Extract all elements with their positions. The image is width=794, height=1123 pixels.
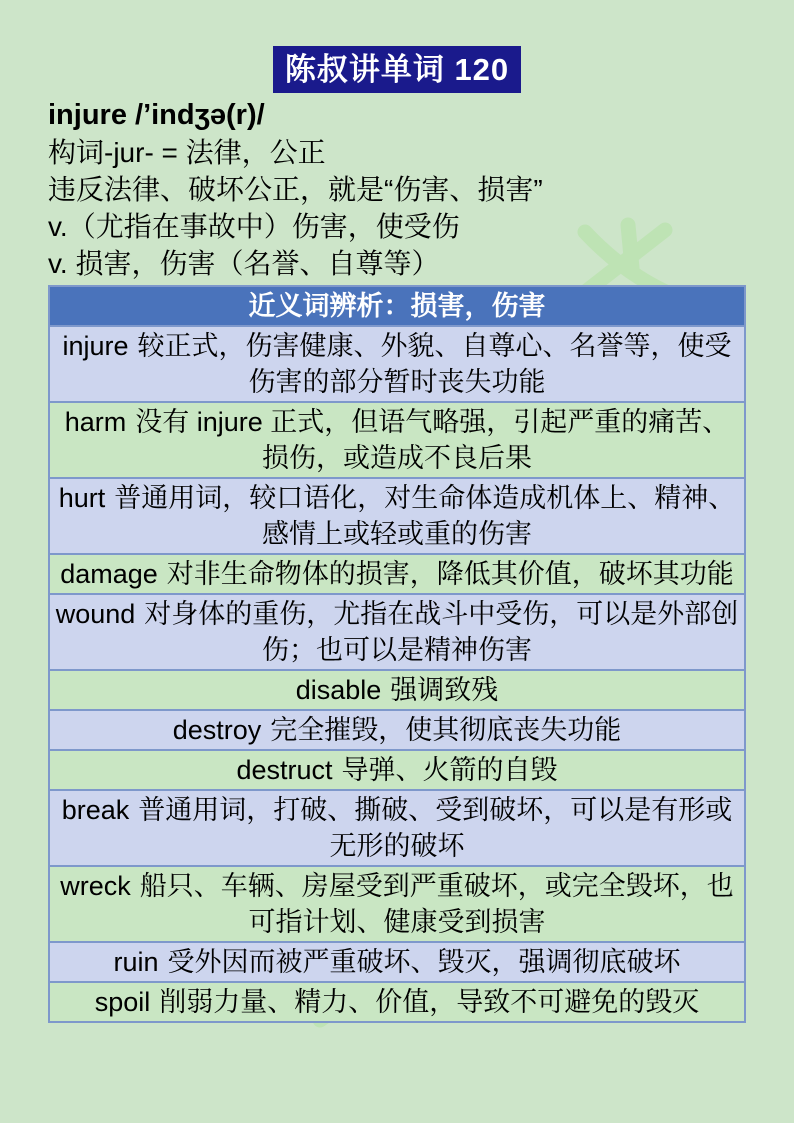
synonym-meaning: 对非生命物体的损害，降低其价值，破坏其功能 [166, 559, 734, 589]
etymology-line: 构词-jur- = 法律，公正 [48, 137, 326, 168]
table-header: 近义词辨析：损害，伤害 [49, 286, 745, 326]
synonym-word: hurt [58, 483, 106, 513]
synonym-meaning: 较正式，伤害健康、外貌、自尊心、名誉等，使受伤害的部分暂时丧失功能 [137, 331, 732, 397]
synonym-word: destroy [172, 715, 262, 745]
definition-line-1: v.（尤指在事故中）伤害，使受伤 [48, 211, 460, 242]
content-area [48, 96, 746, 1023]
synonym-meaning: 削弱力量、精力、价值，导致不可避免的毁灭 [159, 987, 700, 1017]
table-row [49, 790, 745, 866]
table-row [49, 554, 745, 594]
synonym-meaning: 受外因而被严重破坏、毁灭，强调彻底破坏 [167, 947, 681, 977]
synonym-meaning: 对身体的重伤，尤指在战斗中受伤，可以是外部创伤；也可以是精神伤害 [144, 599, 739, 665]
table-row [49, 750, 745, 790]
synonym-word: ruin [113, 947, 159, 977]
synonym-word: destruct [236, 755, 333, 785]
synonym-meaning: 导弹、火箭的自毁 [341, 755, 558, 785]
synonym-meaning: 普通用词，较口语化，对生命体造成机体上、精神、感情上或轻或重的伤害 [114, 483, 736, 549]
synonym-meaning: 强调致残 [390, 675, 499, 705]
synonym-word: break [61, 795, 130, 825]
synonym-word: wreck [60, 871, 131, 901]
synonym-meaning: 船只、车辆、房屋受到严重破坏，或完全毁坏，也可指计划、健康受到损害 [139, 871, 734, 937]
synonym-word: damage [60, 559, 158, 589]
table-row [49, 478, 745, 554]
synonym-meaning: 普通用词，打破、撕破、受到破坏，可以是有形或无形的破坏 [138, 795, 733, 861]
table-row [49, 402, 745, 478]
synonym-table [48, 285, 746, 1023]
table-header-row [49, 286, 745, 326]
synonym-word: disable [295, 675, 382, 705]
synonym-meaning: 没有 injure 正式，但语气略强，引起严重的痛苦、损伤，或造成不良后果 [135, 407, 730, 473]
definition-line-2: v. 损害，伤害（名誉、自尊等） [48, 248, 440, 279]
table-row [49, 866, 745, 942]
table-row [49, 982, 745, 1022]
headword-pronunciation: injure /’indʒə(r)/ [48, 99, 265, 131]
synonym-meaning: 完全摧毁，使其彻底丧失功能 [270, 715, 622, 745]
page-title: 陈叔讲单词 120 [273, 46, 521, 93]
table-row [49, 710, 745, 750]
table-row [49, 594, 745, 670]
mnemonic-line: 违反法律、破坏公正，就是“伤害、损害” [48, 174, 543, 205]
title-banner-wrap [0, 0, 794, 93]
table-row [49, 670, 745, 710]
synonym-word: harm [64, 407, 127, 437]
synonym-word: injure [62, 331, 129, 361]
table-row [49, 942, 745, 982]
synonym-word: wound [55, 599, 136, 629]
table-row [49, 326, 745, 402]
synonym-word: spoil [94, 987, 151, 1017]
